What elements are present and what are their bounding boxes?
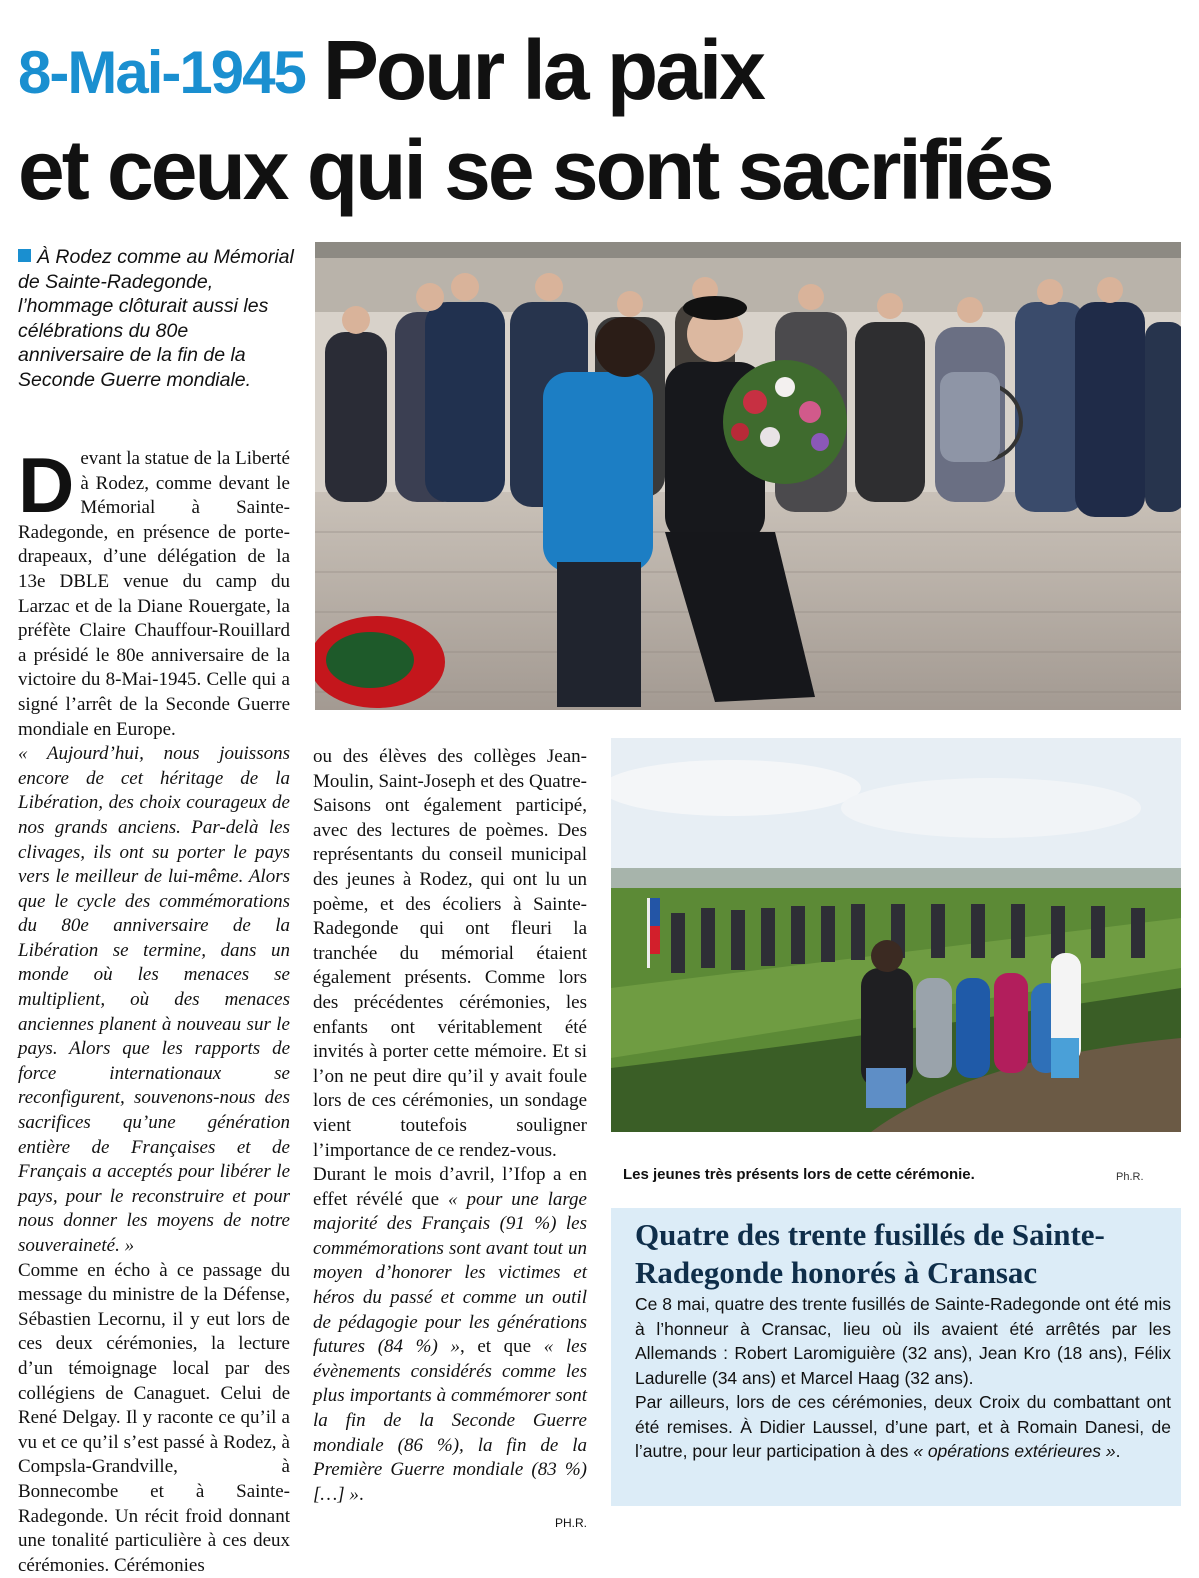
paragraph-3-mid: , et que xyxy=(459,1336,544,1358)
paragraph-1-text: evant la statue de la Liberté à Rodez, comme devant le Mémorial à Sainte-Radegonde, en présence de porte-drapeaux, d’une délégation de la 13e DBLE venue du camp du Larzac et de la Diane Rouergate, la préfète Claire Chauffour-Rouillard a présidé le 80e anniversaire de la victoire du 8-Mai-1945. Celle qui a signé l’arrêt de la Seconde Guerre mondiale en Europe. xyxy=(18,448,290,740)
second-photo xyxy=(611,738,1181,1132)
sidebar-text xyxy=(635,1292,1171,1464)
article-intro xyxy=(18,245,298,392)
article-signature: PH.R. xyxy=(554,1516,587,1531)
headline-date: 8-Mai-1945 xyxy=(18,39,305,106)
article-quote: « Aujourd’hui, nous jouissons encore de cet héritage de la Libération, des choix courageux de nos grands anciens. Par-delà les clivages, ils ont su porter le pays vers le meilleur de lui-même. Alors que le cycle des commémorations du 80e anniversaire de la Libération se termine, dans un monde où les menaces se multiplient, où des menaces anciennes planent à nouveau sur le pays. Alors que les rapports de force internationaux se reconfigurent, souvenons-nous des sacrifices qu’une génération entière de Françaises et de Français a acceptés pour libérer le pays, pour le reconstruire et pour nous donner les moyens de notre souveraineté. » xyxy=(18,743,290,1256)
ceremony-photo xyxy=(315,242,1181,710)
intro-text: À Rodez comme au Mémorial de Sainte-Radegonde, l’hommage clôturait aussi les célébrations du 80e anniversaire de la fin de la Seconde Guerre mondiale. xyxy=(18,246,294,391)
sidebar-box xyxy=(611,1208,1181,1506)
article-paragraph-2-part-1: Comme en écho à ce passage du message du ministre de la Défense, Sébastien Lecornu, il y eut lors de ces deux cérémonies, la lecture d’un témoignage local par des collégiens de Canaguet. Celui de René Delgay. Il y raconte ce qu’il a vu et ce qu’il s’est passé à Rodez, à Compsla-Grandville, à Bonnecombe et à Sainte-Radegonde. Un récit froid donnant une tonalité particulière à ces deux cérémonies. Cérémonies xyxy=(18,1259,290,1576)
sidebar-paragraph-2-quote: « opérations extérieures » xyxy=(913,1441,1116,1461)
headline-line-1 xyxy=(18,23,1188,117)
paragraph-3-start: Durant le mois d’avril, l’Ifop a en effet révélé que xyxy=(313,1164,587,1210)
article-paragraph-2-part-2: ou des élèves des collèges Jean-Moulin, Saint-Joseph et des Quatre-Saisons ont également participé, avec des lectures de poèmes. Des représentants du conseil municipal des jeunes à Rodez, qui ont lu un poème, et des écoliers à Sainte-Radegonde qui ont fleuri la tranchée du mémorial étaient également présents. Comme lors des précédentes cérémonies, les enfants ont véritablement été invités à porter cette mémoire. Et si l’on ne peut dire qu’il y avait foule lors de ces cérémonies, un sondage vient toutefois souligner l’importance de ce rendez-vous. xyxy=(313,746,587,1161)
sidebar-paragraph-2 xyxy=(635,1390,1171,1464)
paragraph-3-quote-1: « pour une large majorité des Français (91 %) les commémorations sont avant tout un moyen d’honorer les victimes et héros du passé et comme un outil de pédagogie pour les générations futures (84 %) » xyxy=(313,1188,587,1358)
headline-title-line-2: et ceux qui se sont sacrifiés xyxy=(18,123,1052,217)
sidebar-paragraph-1: Ce 8 mai, quatre des trente fusillés de Sainte-Radegonde ont été mis à l’honneur à Cransac, lieu où ils avaient été arrêtés par les Allemands : Robert Laromiguière (32 ans), Jean Kro (18 ans), Félix Ladurelle (34 ans) et Marcel Haag (32 ans). xyxy=(635,1294,1172,1388)
paragraph-3-quote-2: « les évènements considérés comme les plus importants à commémorer sont la fin de la Seconde Guerre mondiale (86 %), la fin de la Première Guerre mondiale (83 %) […] » xyxy=(313,1336,587,1505)
sidebar-paragraph-2-end: . xyxy=(1115,1441,1121,1461)
article-paragraph-3 xyxy=(313,1163,587,1507)
dropcap: D xyxy=(18,441,75,529)
photo-credit: Ph.R. xyxy=(1116,1171,1144,1183)
sidebar-paragraph-2-start: Par ailleurs, lors de ces cérémonies, deux Croix du combattant ont été remises. À Didier Laussel, d’une part, et à Romain Danesi, de l’autre, pour leur participation à des xyxy=(635,1392,1171,1461)
article-paragraph-1 xyxy=(18,441,290,742)
headline xyxy=(18,23,1188,217)
photo-caption: Les jeunes très présents lors de cette cérémonie. xyxy=(623,1166,975,1183)
main-photo xyxy=(315,242,1181,710)
article-column-2 xyxy=(313,745,587,1536)
sidebar-title: Quatre des trente fusillés de Sainte-Radegonde honorés à Cransac xyxy=(635,1217,1105,1290)
square-bullet-icon xyxy=(18,249,31,262)
memorial-photo xyxy=(611,738,1181,1132)
article-column-1 xyxy=(18,441,290,1578)
paragraph-3-end: . xyxy=(358,1483,364,1505)
headline-title-line-1: Pour la paix xyxy=(322,23,763,117)
